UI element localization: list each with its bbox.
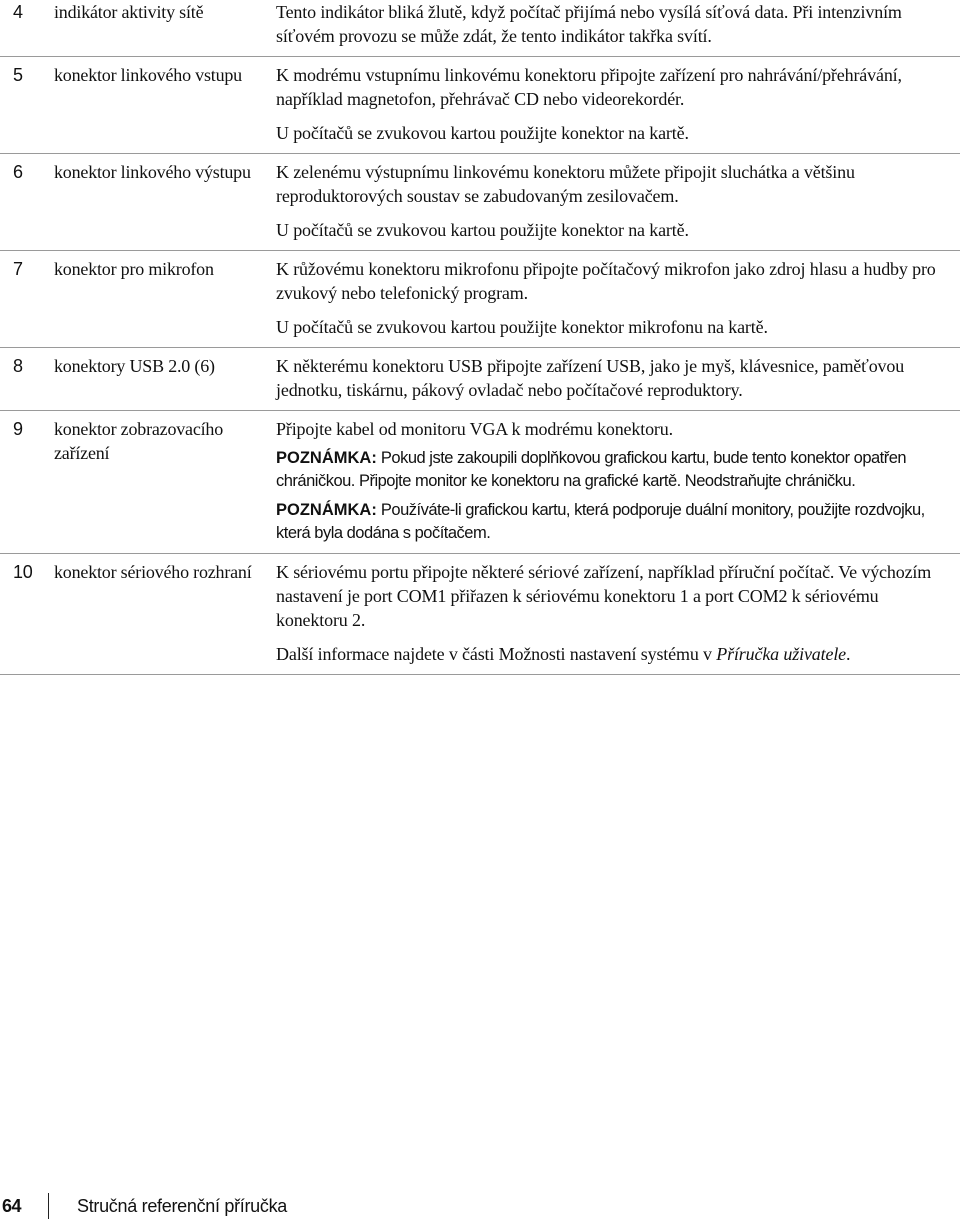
description-paragraph	[276, 642, 952, 666]
row-description	[276, 160, 960, 242]
row-number: 7	[13, 259, 23, 279]
reference-text: Další informace najdete v části Možnosti nastavení systému v	[276, 644, 717, 664]
note-text: Pokud jste zakoupili doplňkovou grafickou kartu, bude tento konektor opatřen chráničkou. Připojte monitor ke konektoru na grafické kartě. Neodstraňujte chráničku.	[276, 449, 907, 490]
description-paragraph: U počítačů se zvukovou kartou použijte konektor na kartě.	[276, 123, 689, 143]
row-name: indikátor aktivity sítě	[54, 2, 204, 22]
manual-title-link: Příručka uživatele	[716, 644, 847, 664]
description-paragraph: K modrému vstupnímu linkovému konektoru připojte zařízení pro nahrávání/přehrávání, například magnetofon, přehrávač CD nebo videorekordér.	[276, 65, 902, 109]
page-footer	[0, 1193, 287, 1219]
footer-divider	[48, 1193, 49, 1219]
table-row	[0, 347, 960, 410]
row-number: 6	[13, 162, 23, 182]
description-paragraph: U počítačů se zvukovou kartou použijte konektor na kartě.	[276, 220, 689, 240]
row-number: 4	[13, 2, 23, 22]
note-label: POZNÁMKA:	[276, 501, 377, 519]
row-description	[276, 257, 960, 339]
row-description	[276, 0, 960, 48]
row-name: konektory USB 2.0 (6)	[54, 356, 215, 376]
page-number: 64	[2, 1195, 22, 1216]
row-name: konektor sériového rozhraní	[54, 562, 252, 582]
row-description	[276, 417, 960, 545]
description-paragraph: Tento indikátor bliká žlutě, když počítač přijímá nebo vysílá síťová data. Při intenzivním síťovém provozu se může zdát, že tento indikátor takřka svítí.	[276, 2, 902, 46]
row-number: 5	[13, 65, 23, 85]
description-paragraph: K zelenému výstupnímu linkovému konektoru můžete připojit sluchátka a většinu reproduktorových soustav se zabudovaným zesilovačem.	[276, 162, 855, 206]
reference-text-end: .	[846, 644, 851, 664]
note-paragraph	[276, 447, 952, 493]
row-name: konektor linkového vstupu	[54, 65, 242, 85]
row-number: 9	[13, 419, 23, 439]
table-row	[0, 410, 960, 553]
description-paragraph: K sériovému portu připojte některé sériové zařízení, například příruční počítač. Ve výchozím nastavení je port COM1 přiřazen k sériovému konektoru 1 a port COM2 k sériovému konektoru 2.	[276, 562, 932, 630]
row-number: 8	[13, 356, 23, 376]
row-name: konektor zobrazovacího zařízení	[54, 419, 224, 463]
description-paragraph: K některému konektoru USB připojte zařízení USB, jako je myš, klávesnice, paměťovou jednotku, tiskárnu, pákový ovladač nebo počítačové reproduktory.	[276, 356, 905, 400]
table-row	[0, 56, 960, 153]
footer-title: Stručná referenční příručka	[77, 1195, 288, 1216]
row-name: konektor linkového výstupu	[54, 162, 251, 182]
table-row	[0, 250, 960, 347]
table-row	[0, 0, 960, 56]
row-name: konektor pro mikrofon	[54, 259, 214, 279]
row-number: 10	[13, 562, 33, 582]
row-description	[276, 560, 960, 666]
note-label: POZNÁMKA:	[276, 449, 377, 467]
row-description	[276, 354, 960, 402]
description-paragraph: K růžovému konektoru mikrofonu připojte počítačový mikrofon jako zdroj hlasu a hudby pro zvukový nebo telefonický program.	[276, 259, 936, 303]
row-description	[276, 63, 960, 145]
table-row	[0, 153, 960, 250]
description-paragraph: Připojte kabel od monitoru VGA k modrému konektoru.	[276, 419, 673, 439]
note-text: Používáte-li grafickou kartu, která podporuje duální monitory, použijte rozdvojku, která byla dodána s počítačem.	[276, 501, 925, 542]
description-paragraph: U počítačů se zvukovou kartou použijte konektor mikrofonu na kartě.	[276, 317, 768, 337]
table-row	[0, 553, 960, 675]
note-paragraph	[276, 499, 952, 545]
